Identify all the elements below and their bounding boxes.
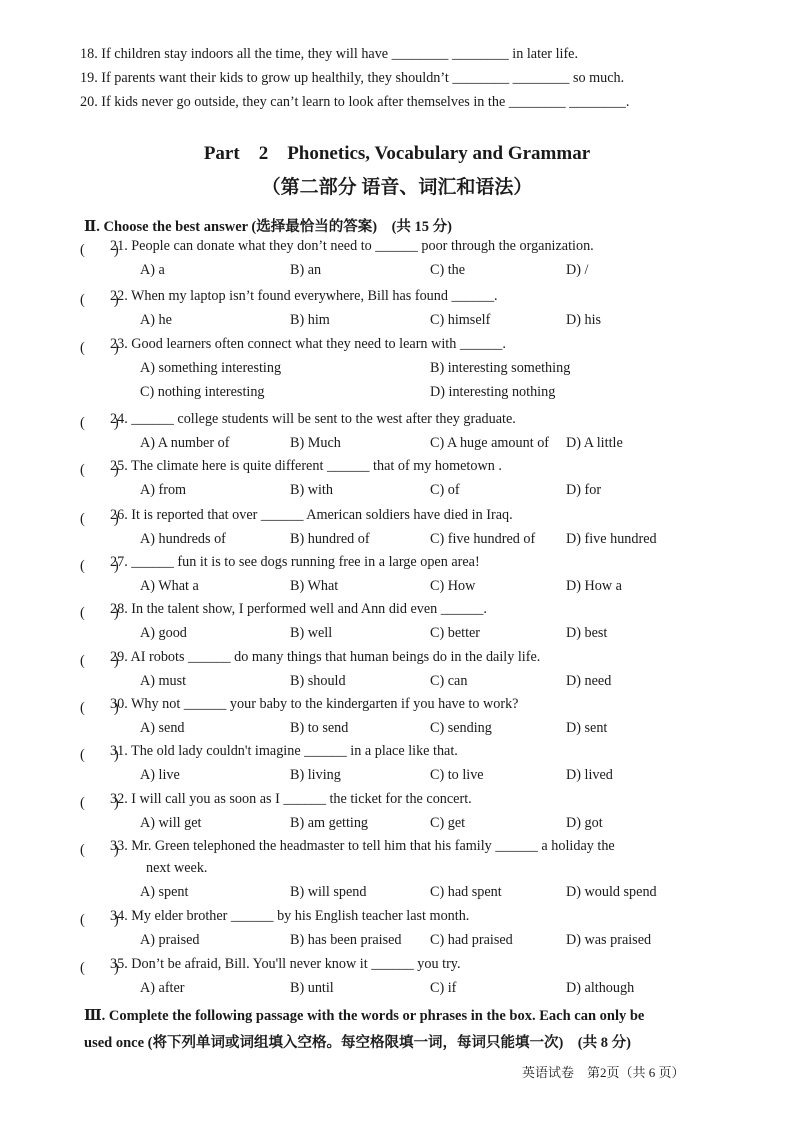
answer-option: D) was praised	[566, 932, 652, 948]
part-subtitle: （第二部分 语音、词汇和语法）	[261, 177, 533, 198]
answer-option: B) should	[290, 673, 346, 689]
answer-option: D) would spend	[566, 884, 657, 900]
answer-paren: ( )	[80, 747, 119, 763]
answer-option: C) five hundred of	[430, 531, 536, 547]
question-text: 21. People can donate what they don’t need to ______ poor through the organization.	[110, 238, 594, 254]
answer-option: B) will spend	[290, 884, 367, 900]
answer-option: A) spent	[140, 884, 189, 900]
answer-option: C) nothing interesting	[140, 384, 265, 400]
answer-option: D) five hundred	[566, 531, 657, 547]
answer-option: B) has been praised	[290, 932, 402, 948]
answer-option: A) a	[140, 262, 165, 278]
part-title: Part 2 Phonetics, Vocabulary and Grammar	[203, 143, 591, 164]
question-text: 23. Good learners often connect what they need to learn with ______.	[110, 336, 506, 352]
answer-option: A) from	[140, 482, 187, 498]
answer-option: C) A huge amount of	[430, 435, 550, 451]
answer-option: A) A number of	[140, 435, 230, 451]
answer-option: B) well	[290, 625, 333, 641]
answer-paren: ( )	[80, 912, 119, 928]
answer-option: D) best	[566, 625, 608, 641]
section-3-heading-line1: Ⅲ. Complete the following passage with the words or phrases in the box. Each can only be	[84, 1008, 645, 1024]
answer-option: D) his	[566, 312, 602, 328]
answer-option: B) an	[290, 262, 322, 278]
question-text: 34. My elder brother ______ by his English teacher last month.	[110, 908, 470, 924]
question-text: 26. It is reported that over ______ American soldiers have died in Iraq.	[110, 507, 513, 523]
answer-paren: ( )	[80, 605, 119, 621]
answer-option: A) must	[140, 673, 187, 689]
answer-option: C) get	[430, 815, 466, 831]
fill-question-20: 20. If kids never go outside, they can’t learn to look after themselves in the ________ ________.	[80, 94, 630, 110]
answer-option: A) something interesting	[140, 360, 282, 376]
answer-option: B) living	[290, 767, 341, 783]
answer-paren: ( )	[80, 653, 119, 669]
answer-option: C) himself	[430, 312, 491, 328]
answer-paren: ( )	[80, 340, 119, 356]
answer-option: B) What	[290, 578, 339, 594]
question-text: 28. In the talent show, I performed well and Ann did even ______.	[110, 601, 487, 617]
question-text: 22. When my laptop isn’t found everywhere, Bill has found ______.	[110, 288, 498, 304]
answer-option: C) better	[430, 625, 481, 641]
answer-paren: ( )	[80, 415, 119, 431]
answer-paren: ( )	[80, 960, 119, 976]
answer-option: B) interesting something	[430, 360, 571, 376]
question-text: 24. ______ college students will be sent to the west after they graduate.	[110, 411, 516, 427]
question-text: 31. The old lady couldn't imagine ______ in a place like that.	[110, 743, 458, 759]
answer-option: A) send	[140, 720, 185, 736]
question-text: 32. I will call you as soon as I ______ the ticket for the concert.	[110, 791, 472, 807]
question-text: 27. ______ fun it is to see dogs running free in a large open area!	[110, 554, 480, 570]
answer-option: D) got	[566, 815, 603, 831]
answer-paren: ( )	[80, 842, 119, 858]
answer-paren: ( )	[80, 511, 119, 527]
answer-option: C) sending	[430, 720, 492, 736]
answer-option: C) the	[430, 262, 466, 278]
answer-option: C) had spent	[430, 884, 502, 900]
answer-option: D) lived	[566, 767, 613, 783]
answer-option: A) hundreds of	[140, 531, 226, 547]
answer-paren: ( )	[80, 292, 119, 308]
answer-option: B) to send	[290, 720, 349, 736]
answer-option: A) after	[140, 980, 185, 996]
answer-option: B) Much	[290, 435, 341, 451]
fill-question-19: 19. If parents want their kids to grow up healthily, they shouldn’t ________ ________ so much.	[80, 70, 625, 86]
answer-option: D) although	[566, 980, 635, 996]
fill-question-18: 18. If children stay indoors all the time, they will have ________ ________ in later life.	[80, 46, 579, 62]
answer-option: C) can	[430, 673, 468, 689]
answer-option: C) of	[430, 482, 460, 498]
answer-option: A) will get	[140, 815, 202, 831]
answer-option: D) for	[566, 482, 602, 498]
answer-paren: ( )	[80, 795, 119, 811]
answer-option: A) What a	[140, 578, 199, 594]
answer-option: A) live	[140, 767, 180, 783]
answer-option: D) need	[566, 673, 612, 689]
answer-paren: ( )	[80, 700, 119, 716]
answer-option: D) A little	[566, 435, 623, 451]
answer-option: C) if	[430, 980, 457, 996]
answer-option: A) praised	[140, 932, 200, 948]
question-text: 33. Mr. Green telephoned the headmaster to tell him that his family ______ a holiday the	[110, 838, 615, 854]
question-text: 35. Don’t be afraid, Bill. You'll never know it ______ you try.	[110, 956, 461, 972]
section-2-heading: Ⅱ. Choose the best answer (选择最恰当的答案) (共 15 分)	[84, 219, 452, 235]
page-footer: 英语试卷 第2页（共 6 页）	[522, 1065, 685, 1080]
question-text: 29. AI robots ______ do many things that human beings do in the daily life.	[110, 649, 541, 665]
answer-option: A) good	[140, 625, 187, 641]
answer-option: C) had praised	[430, 932, 513, 948]
answer-option: B) with	[290, 482, 333, 498]
answer-option: D) interesting nothing	[430, 384, 556, 400]
question-text-continued: next week.	[146, 860, 208, 876]
answer-option: D) sent	[566, 720, 608, 736]
answer-paren: ( )	[80, 462, 119, 478]
answer-paren: ( )	[80, 558, 119, 574]
answer-option: B) am getting	[290, 815, 369, 831]
answer-option: D) /	[566, 262, 589, 278]
answer-option: B) until	[290, 980, 334, 996]
section-3-heading-line2: used once (将下列单词或词组填入空格。每空格限填一词，每词只能填一次) (共 8 分)	[84, 1035, 631, 1051]
answer-option: B) him	[290, 312, 330, 328]
answer-option: A) he	[140, 312, 172, 328]
question-text: 25. The climate here is quite different ______ that of my hometown .	[110, 458, 502, 474]
answer-paren: ( )	[80, 242, 119, 258]
answer-option: D) How a	[566, 578, 622, 594]
answer-option: C) How	[430, 578, 476, 594]
answer-option: C) to live	[430, 767, 484, 783]
question-text: 30. Why not ______ your baby to the kindergarten if you have to work?	[110, 696, 519, 712]
answer-option: B) hundred of	[290, 531, 370, 547]
